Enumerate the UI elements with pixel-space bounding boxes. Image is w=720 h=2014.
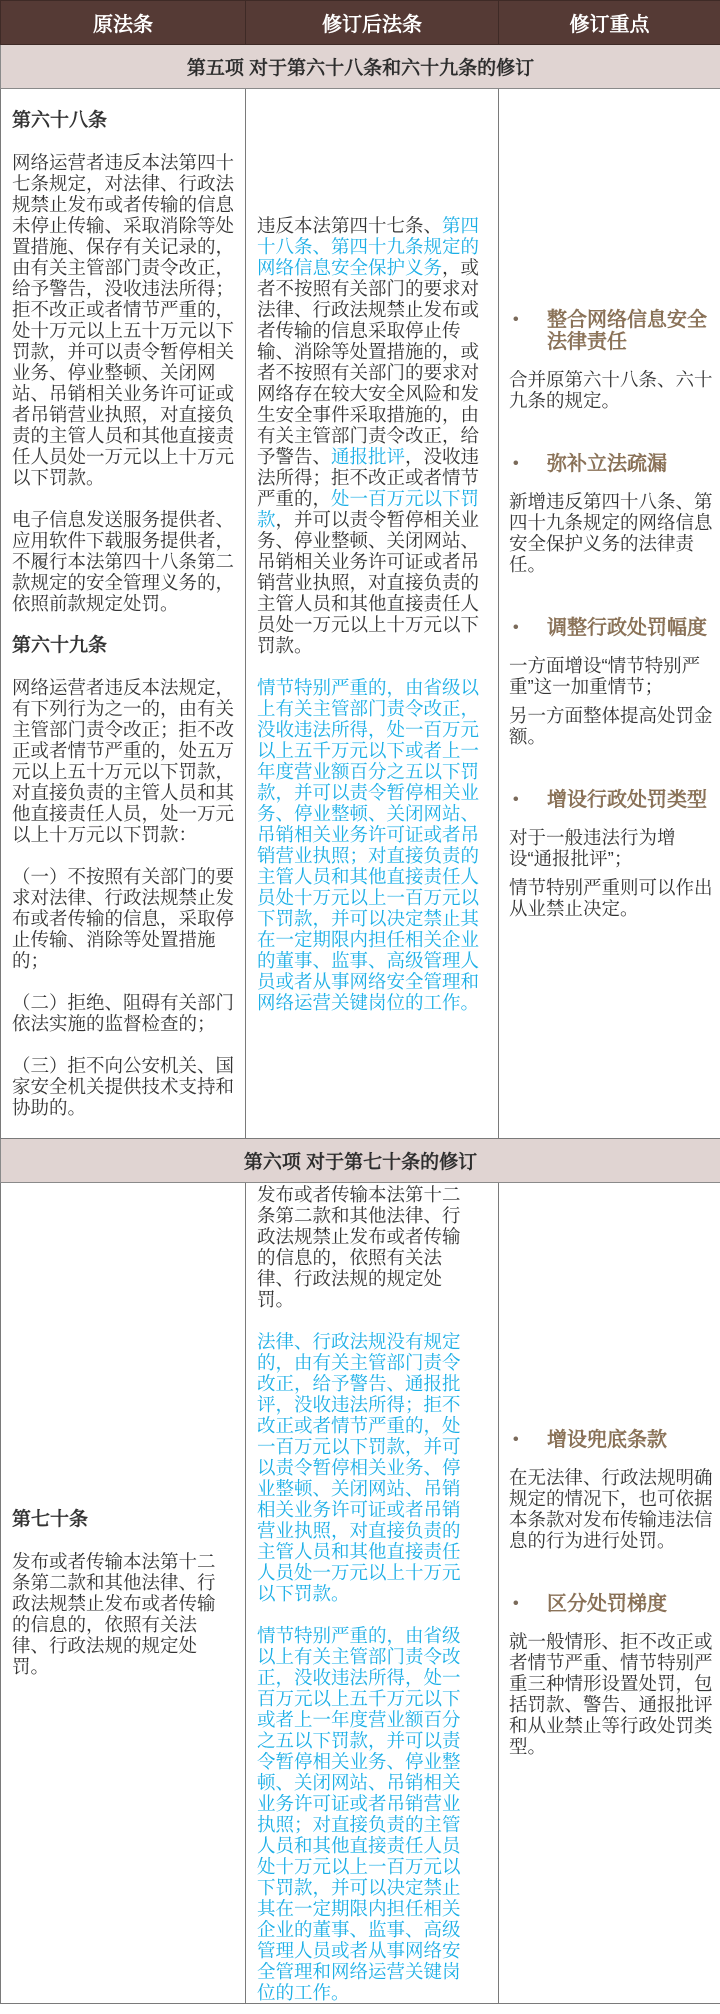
bullet-icon: • xyxy=(513,1431,519,1448)
bullet-icon: • xyxy=(513,618,519,636)
key-point xyxy=(509,1593,714,1757)
key-point-title: 弥补立法疏漏 xyxy=(547,452,667,475)
table-body xyxy=(1,45,720,2004)
section-title: 第五项 对于第六十八条和六十九条的修订 xyxy=(1,45,720,89)
key-point xyxy=(509,1429,714,1551)
header-key-points: 修订重点 xyxy=(499,1,720,45)
paragraph xyxy=(12,866,235,971)
highlighted-text: 情节特别严重的，由省级以上有关主管部门责令改正，没收违法所得，处一百万元以上五千万元以下或者上一年度营业额百分之五以下罚款，并可以责令暂停相关业务、停业整顿、关闭网站、吊销相关业务许可证或者吊销营业执照；对直接负责的主管人员和其他直接责任人员处十万元以上一百万元以下罚款，并可以决定禁止其在一定期限内担任相关企业的董事、监事、高级管理人员或者从事网络安全管理和网络运营关键岗位的工作。 xyxy=(257,676,480,1013)
key-point-title: 整合网络信息安全法律责任 xyxy=(547,308,707,353)
text: （一）不按照有关部门的要求对法律、行政法规禁止发布或者传输的信息，采取停止传输、消除等处置措施的； xyxy=(12,865,235,971)
text: 发布或者传输本法第十二条第二款和其他法律、行政法规禁止发布或者传输的信息的，依照有关法律、行政法规的规定处罚。 xyxy=(257,1183,461,1310)
key-point-heading xyxy=(509,789,714,811)
text: 网络运营者违反本法规定，有下列行为之一的，由有关主管部门责令改正；拒不改正或者情节严重的，处五万元以上五十万元以下罚款，对直接负责的主管人员和其他直接责任人员，处一万元以上十万元以下罚款： xyxy=(12,676,235,845)
paragraph xyxy=(12,509,235,614)
key-points-cell xyxy=(499,89,720,1139)
key-point-heading xyxy=(509,1593,714,1615)
key-point-heading xyxy=(509,309,714,353)
key-point-heading xyxy=(509,1429,714,1451)
key-point-text: 一方面增设“情节特别严重”这一加重情节； xyxy=(509,654,701,697)
key-point xyxy=(509,453,714,575)
highlighted-text: 通报批评 xyxy=(331,445,406,467)
highlighted-text: 情节特别严重的，由省级以上有关主管部门责令改正，没收违法所得，处一百万元以上五千万元以下或者上一年度营业额百分之五以下罚款，并可以责令暂停相关业务、停业整顿、关闭网站、吊销相关业务许可证或者吊销营业执照；对直接负责的主管人员和其他直接责任人员处十万元以上一百万元以下罚款，并可以决定禁止其在一定期限内担任相关企业的董事、监事、高级管理人员或者从事网络安全管理和网络运营关键岗位的工作。 xyxy=(257,1624,461,2003)
bullet-icon: • xyxy=(513,310,519,328)
key-point-text: 合并原第六十八条、六十九条的规定。 xyxy=(509,368,713,411)
key-point-title: 增设兜底条款 xyxy=(547,1429,667,1451)
text: （三）拒不向公安机关、国家安全机关提供技术支持和协助的。 xyxy=(12,1054,235,1118)
key-point xyxy=(509,617,714,747)
table-header-row xyxy=(1,1,720,45)
highlighted-text: 第四十八条、第四十九条规定的网络信息安全保护义务 xyxy=(257,214,480,278)
original-article-cell xyxy=(1,89,246,1139)
key-point-text: 新增违反第四十八条、第四十九条规定的网络信息安全保护义务的法律责任。 xyxy=(509,490,713,575)
section-content-row xyxy=(1,89,720,1139)
revised-article-cell xyxy=(246,1183,499,2004)
section-content-row xyxy=(1,1183,720,2004)
original-article-cell xyxy=(1,1183,246,2004)
key-point-text: 就一般情形、拒不改正或者情节严重、情节特别严重三种情形设置处罚，包括罚款、警告、通报批评和从业禁止等行政处罚类型。 xyxy=(509,1631,713,1757)
paragraph xyxy=(12,1551,225,1677)
bullet-icon: • xyxy=(513,1595,519,1612)
text: 发布或者传输本法第十二条第二款和其他法律、行政法规禁止发布或者传输的信息的，依照有关法律、行政法规的规定处罚。 xyxy=(12,1551,216,1677)
key-point xyxy=(509,309,714,411)
text: ，或者不按照有关部门的要求对法律、行政法规禁止发布或者传输的信息采取停止传输、消除等处置措施的，或者不按照有关部门的要求对网络存在较大安全风险和发生安全事件采取措施的，由有关主管部门责令改正，给予警告、 xyxy=(257,256,480,467)
highlighted-text: 处一百万元以下罚款 xyxy=(257,487,480,530)
key-point-text: 情节特别严重则可以作出从业禁止决定。 xyxy=(509,876,713,919)
paragraph xyxy=(257,1331,478,1604)
paragraph xyxy=(12,152,235,488)
section-header-row xyxy=(1,1139,720,1183)
key-point-title: 调整行政处罚幅度 xyxy=(547,616,707,639)
paragraph xyxy=(257,1184,478,1310)
paragraph xyxy=(257,215,488,656)
paragraph xyxy=(12,1055,235,1118)
paragraph xyxy=(12,677,235,845)
section-title: 第六项 对于第七十条的修订 xyxy=(1,1139,720,1183)
text: 违反本法第四十七条、 xyxy=(257,214,443,236)
key-point-heading xyxy=(509,453,714,475)
key-point-title: 增设行政处罚类型 xyxy=(547,788,707,811)
header-original: 原法条 xyxy=(1,1,246,45)
key-point-text: 另一方面整体提高处罚金额。 xyxy=(509,704,713,747)
bullet-icon: • xyxy=(513,454,519,472)
revised-article-cell xyxy=(246,89,499,1139)
text: 网络运营者违反本法第四十七条规定，对法律、行政法规禁止发布或者传输的信息未停止传输、采取消除等处置措施、保存有关记录的，由有关主管部门责令改正，给予警告，没收违法所得；拒不改正或者情节严重的，处十万元以上五十万元以下罚款，并可以责令暂停相关业务、停业整顿、关闭网站、吊销相关业务许可证或者吊销营业执照，对直接负责的主管人员和其他直接责任人员处一万元以上十万元以下罚款。 xyxy=(12,151,235,488)
key-point-heading xyxy=(509,617,714,639)
text: 电子信息发送服务提供者、应用软件下载服务提供者，不履行本法第四十八条第二款规定的安全管理义务的，依照前款规定处罚。 xyxy=(12,508,235,614)
key-points-cell xyxy=(499,1183,720,2004)
text: ，没收违法所得；拒不改正或者情节严重的， xyxy=(257,445,480,509)
key-point-text: 对于一般违法行为增设“通报批评”； xyxy=(509,826,676,869)
article-heading: 第七十条 xyxy=(12,1509,89,1530)
key-point-text: 在无法律、行政法规明确规定的情况下，也可依据本条款对发布传输违法信息的行为进行处罚。 xyxy=(509,1467,713,1551)
paragraph xyxy=(12,992,235,1034)
header-revised: 修订后法条 xyxy=(246,1,499,45)
paragraph xyxy=(257,677,488,1013)
bullet-icon: • xyxy=(513,790,519,808)
text: （二）拒绝、阻碍有关部门依法实施的监督检查的； xyxy=(12,991,235,1034)
section-header-row xyxy=(1,45,720,89)
key-point xyxy=(509,789,714,919)
paragraph xyxy=(257,1625,478,2003)
key-point-title: 区分处罚梯度 xyxy=(547,1593,667,1615)
highlighted-text: 法律、行政法规没有规定的，由有关主管部门责令改正，给予警告、通报批评，没收违法所得；拒不改正或者情节严重的，处一百万元以下罚款，并可以责令暂停相关业务、停业整顿、关闭网站、吊销相关业务许可证或者吊销营业执照，对直接负责的主管人员和其他直接责任人员处一万元以上十万元以下罚款。 xyxy=(257,1330,461,1604)
article-heading: 第六十九条 xyxy=(12,634,108,656)
text: ，并可以责令暂停相关业务、停业整顿、关闭网站、吊销相关业务许可证或者吊销营业执照，对直接负责的主管人员和其他直接责任人员处一万元以上十万元以下罚款。 xyxy=(257,508,480,656)
article-heading: 第六十八条 xyxy=(12,109,108,131)
